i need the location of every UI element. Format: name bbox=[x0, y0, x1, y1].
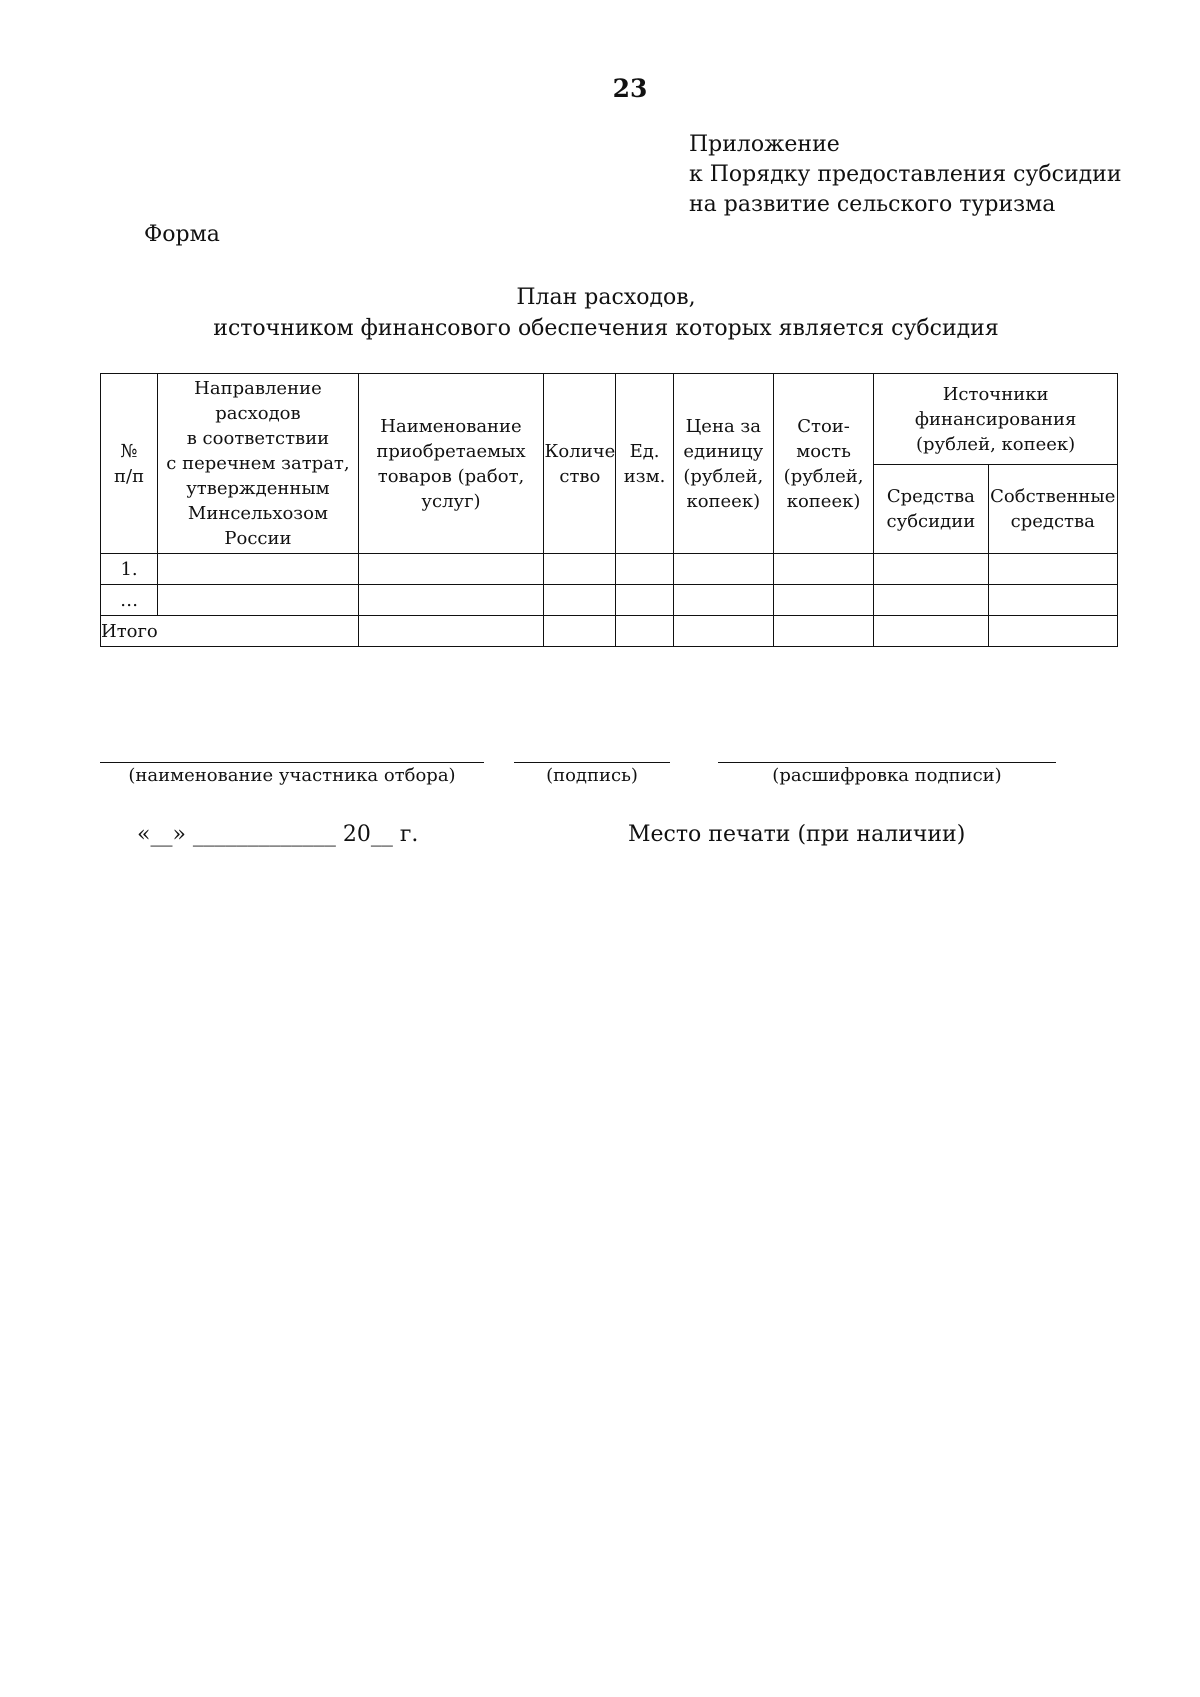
table-row bbox=[101, 554, 1118, 585]
header-text-line: (рублей, bbox=[783, 465, 864, 487]
header-text-line: в соответствии bbox=[186, 428, 330, 449]
header-text-line: Направление bbox=[194, 378, 322, 399]
form-label: Форма bbox=[144, 222, 220, 247]
header-cost bbox=[773, 374, 873, 554]
header-text-line: средства bbox=[1010, 511, 1095, 532]
table-cell bbox=[673, 585, 773, 616]
header-text-line: Наименование bbox=[380, 415, 522, 437]
table-cell bbox=[773, 616, 873, 647]
table-cell bbox=[544, 616, 616, 647]
header-text-line: изм. bbox=[623, 465, 666, 487]
participant-caption: (наименование участника отбора) bbox=[128, 765, 456, 786]
appendix-block bbox=[689, 130, 1121, 220]
header-unit bbox=[616, 374, 673, 554]
appendix-line-1: Приложение bbox=[689, 132, 840, 157]
table-cell bbox=[158, 554, 359, 585]
total-label: Итого bbox=[101, 616, 359, 647]
header-text-line: (рублей, копеек) bbox=[916, 433, 1076, 455]
header-text-line: России bbox=[224, 528, 292, 549]
document-title bbox=[100, 282, 1112, 344]
header-text-line: Минсельхозом bbox=[187, 503, 328, 524]
row-number: 1. bbox=[101, 554, 158, 585]
table-cell bbox=[988, 616, 1117, 647]
table-cell bbox=[358, 616, 544, 647]
header-text-line: финансирования bbox=[914, 408, 1077, 430]
header-text-line: утвержденным bbox=[186, 478, 330, 499]
stamp-place: Место печати (при наличии) bbox=[628, 822, 966, 847]
header-name bbox=[358, 374, 544, 554]
header-num bbox=[101, 374, 158, 554]
table-cell bbox=[358, 554, 544, 585]
table-cell bbox=[616, 616, 673, 647]
header-sources bbox=[874, 374, 1118, 465]
table-cell bbox=[874, 616, 988, 647]
table-cell bbox=[158, 585, 359, 616]
header-direction bbox=[158, 374, 359, 554]
table-cell bbox=[874, 554, 988, 585]
table-cell bbox=[988, 554, 1117, 585]
table-cell bbox=[358, 585, 544, 616]
header-quantity bbox=[544, 374, 616, 554]
table-cell bbox=[616, 554, 673, 585]
header-text-line: приобретаемых bbox=[376, 440, 526, 462]
header-text-line: (рублей, bbox=[683, 465, 764, 487]
table-cell bbox=[673, 616, 773, 647]
header-text-line: Количе bbox=[544, 440, 616, 462]
participant-signature-line bbox=[100, 762, 484, 763]
appendix-line-2: к Порядку предоставления субсидии bbox=[689, 162, 1122, 187]
header-text-line: № bbox=[120, 440, 138, 462]
table-cell bbox=[673, 554, 773, 585]
table-cell bbox=[988, 585, 1117, 616]
table-cell bbox=[773, 585, 873, 616]
title-line-1: План расходов, bbox=[516, 285, 696, 310]
header-text-line: субсидии bbox=[886, 511, 976, 532]
header-subsidy bbox=[874, 465, 988, 554]
date-line: «__» _____________ 20__ г. bbox=[137, 822, 419, 847]
header-text-line: копеек) bbox=[786, 490, 861, 512]
header-text-line: с перечнем затрат, bbox=[166, 453, 350, 474]
page-number: 23 bbox=[612, 74, 648, 103]
table-row bbox=[101, 585, 1118, 616]
header-text-line: мость bbox=[796, 440, 851, 462]
table-cell bbox=[544, 585, 616, 616]
header-text-line: услуг) bbox=[421, 490, 481, 512]
expense-plan-table bbox=[100, 373, 1118, 647]
header-text-line: расходов bbox=[215, 403, 301, 424]
table-cell bbox=[874, 585, 988, 616]
header-text-line: Цена за bbox=[685, 415, 761, 437]
table-total-row bbox=[101, 616, 1118, 647]
title-line-2: источником финансового обеспечения которых является субсидия bbox=[213, 316, 999, 341]
signature-decoding-line bbox=[718, 762, 1056, 763]
signature-caption: (подпись) bbox=[546, 765, 638, 786]
signature-decoding-caption: (расшифровка подписи) bbox=[772, 765, 1002, 786]
header-text-line: единицу bbox=[683, 440, 764, 462]
signature-line bbox=[514, 762, 670, 763]
table-cell bbox=[616, 585, 673, 616]
header-text-line: Ед. bbox=[629, 440, 660, 462]
table-cell bbox=[544, 554, 616, 585]
row-number: … bbox=[101, 585, 158, 616]
header-text-line: товаров (работ, bbox=[377, 465, 525, 487]
table-cell bbox=[773, 554, 873, 585]
header-text-line: копеек) bbox=[686, 490, 761, 512]
header-text-line: Средства bbox=[886, 486, 975, 507]
header-price bbox=[673, 374, 773, 554]
header-own bbox=[988, 465, 1117, 554]
header-text-line: п/п bbox=[114, 465, 145, 487]
header-text-line: Собственные bbox=[990, 486, 1116, 507]
header-text-line: Стои- bbox=[797, 415, 850, 437]
header-text-line: Источники bbox=[942, 383, 1049, 405]
appendix-line-3: на развитие сельского туризма bbox=[689, 192, 1056, 217]
header-text-line: ство bbox=[559, 465, 601, 487]
